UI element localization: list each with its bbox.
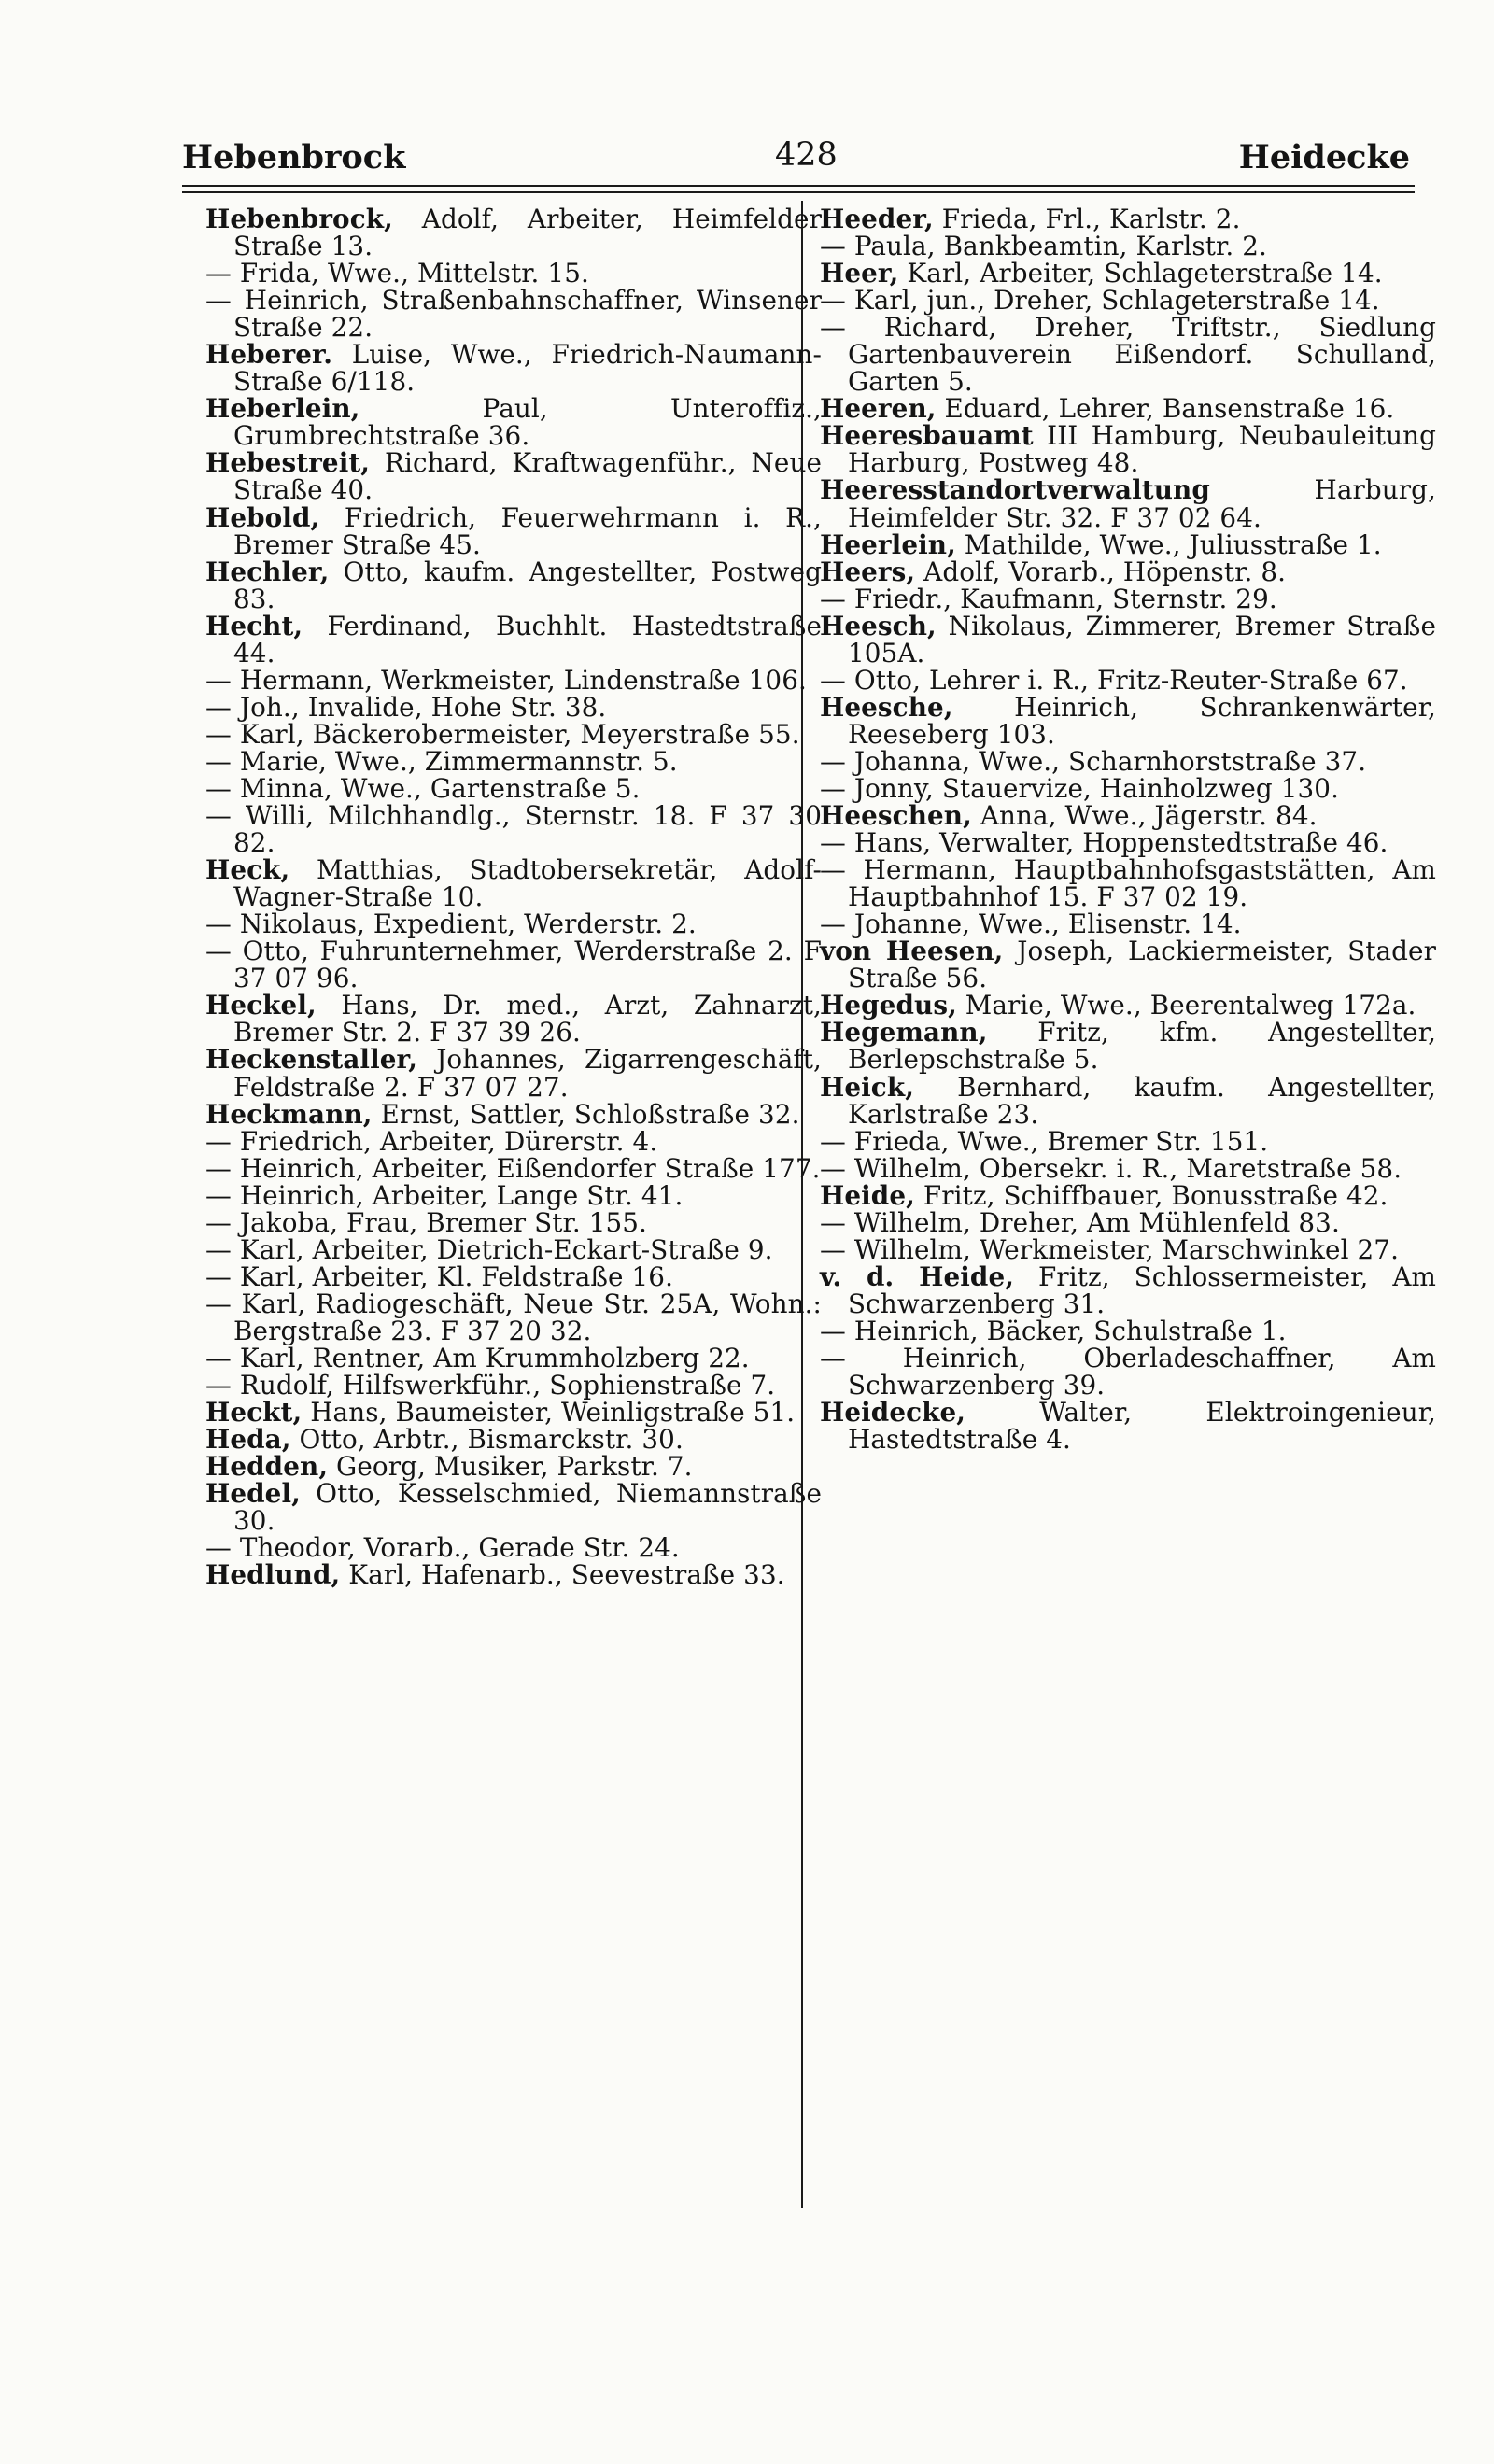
entry-surname: Heick, [820, 1071, 914, 1103]
entry-surname: von Heesen, [820, 936, 1004, 967]
entry-surname: Heeresstandortverwaltung [820, 474, 1210, 506]
entry-details: — Minna, Wwe., Gartenstraße 5. [205, 772, 641, 804]
entry-details: — Hans, Verwalter, Hoppenstedtstraße 46. [820, 827, 1388, 859]
directory-entry [820, 992, 1436, 1019]
entry-surname: Heeschen, [820, 800, 972, 832]
entry-details: — Otto, Fuhrunternehmer, Werderstraße 2. F 37 07 96. [205, 936, 822, 994]
directory-entry [820, 205, 1436, 232]
directory-entry [820, 800, 1436, 832]
header-double-rule [182, 185, 1415, 193]
entry-details: Walter, Elektroingenieur, Hastedtstraße 4. [848, 1397, 1436, 1456]
directory-entry [205, 691, 822, 723]
directory-entry [820, 908, 1436, 940]
entry-details: — Karl, Arbeiter, Kl. Feldstraße 16. [205, 1260, 674, 1292]
entry-details: — Johanna, Wwe., Scharnhorststraße 37. [820, 745, 1367, 777]
directory-entry [205, 1532, 822, 1564]
entry-details: Adolf, Vorarb., Höpenstr. 8. [915, 556, 1287, 587]
directory-entry [205, 1397, 822, 1429]
directory-entry [820, 691, 1436, 750]
entry-details: — Heinrich, Bäcker, Schulstraße 1. [820, 1315, 1287, 1346]
entry-details: Fritz, kfm. Angestellter, Berlepschstraße 5. [848, 1017, 1436, 1076]
entry-details: — Heinrich, Arbeiter, Lange Str. 41. [205, 1179, 684, 1211]
entry-details: Adolf, Arbeiter, Heimfelder Straße 13. [233, 204, 822, 262]
entry-details: Karl, Hafenarb., Seevestraße 33. [340, 1559, 785, 1591]
entry-surname: Hegedus, [820, 990, 957, 1021]
entry-details: — Karl, Bäckerobermeister, Meyerstraße 55. [205, 718, 800, 750]
directory-entry [820, 585, 1436, 612]
directory-entry [205, 718, 822, 750]
entry-details: — Friedrich, Arbeiter, Dürerstr. 4. [205, 1125, 658, 1157]
directory-entry [820, 745, 1436, 777]
entry-details: — Heinrich, Oberladeschaffner, Am Schwarzenberg 39. [820, 1342, 1436, 1401]
entry-details: Otto, kaufm. Angestellter, Postweg 83. [233, 556, 822, 614]
page-header [182, 131, 1410, 183]
directory-entry [820, 827, 1436, 859]
entry-details: — Karl, Radiogeschäft, Neue Str. 25A, Wohn.: Bergstraße 23. F 37 20 32. [205, 1288, 822, 1346]
entry-details: — Otto, Lehrer i. R., Fritz-Reuter-Straße 67. [820, 664, 1408, 696]
entry-details: Luise, Wwe., Friedrich-Naumann-Straße 6/118. [233, 339, 822, 398]
entry-surname: Heckmann, [205, 1098, 373, 1130]
directory-entry [820, 854, 1436, 913]
entry-details: Harburg, Heimfelder Str. 32. F 37 02 64. [848, 474, 1436, 533]
entry-surname: Hebestreit, [205, 447, 371, 479]
entry-details: — Johanne, Wwe., Elisenstr. 14. [820, 908, 1242, 940]
entry-details: Otto, Kesselschmied, Niemannstraße 30. [233, 1478, 822, 1537]
directory-entry [205, 1342, 822, 1373]
entry-details: Marie, Wwe., Beerentalweg 172a. [956, 990, 1416, 1021]
directory-entry [820, 312, 1436, 398]
directory-entry [205, 1125, 822, 1157]
directory-entry [205, 393, 822, 452]
directory-entry [205, 1044, 822, 1103]
entry-details: Bernhard, kaufm. Angestellter, Karlstraße 23. [848, 1071, 1436, 1130]
entry-surname: Heeresbauamt [820, 420, 1034, 452]
entry-details: — Wilhelm, Werkmeister, Marschwinkel 27. [820, 1233, 1400, 1265]
header-right-keyword: Heidecke [1238, 138, 1410, 176]
directory-entry [205, 1179, 822, 1211]
directory-entry [820, 1179, 1436, 1211]
directory-entry [205, 1152, 822, 1184]
directory-entry [205, 772, 822, 804]
entry-surname: Hebenbrock, [205, 204, 393, 234]
directory-entry [205, 1290, 822, 1345]
entry-details: — Karl, Arbeiter, Dietrich-Eckart-Straße 9. [205, 1233, 773, 1265]
directory-entry [205, 1206, 822, 1238]
directory-entry [205, 854, 822, 913]
entry-surname: Hedden, [205, 1451, 329, 1483]
entry-details: III Hamburg, Neubauleitung Harburg, Postweg 48. [848, 420, 1436, 479]
entry-details: Ferdinand, Buchhlt. Hastedtstraße 44. [233, 610, 822, 669]
directory-entry [205, 501, 822, 560]
entry-details: — Wilhelm, Dreher, Am Mühlenfeld 83. [820, 1206, 1340, 1238]
entry-details: — Jakoba, Frau, Bremer Str. 155. [205, 1206, 647, 1238]
entry-details: Karl, Arbeiter, Schlageterstraße 14. [898, 258, 1383, 289]
directory-entry [820, 1206, 1436, 1238]
directory-entry [820, 1071, 1436, 1130]
entry-surname: Heeren, [820, 393, 937, 425]
directory-entry [820, 285, 1436, 317]
directory-entry [205, 260, 822, 287]
directory-entry [205, 612, 822, 667]
directory-entry [205, 447, 822, 506]
directory-entry [205, 1260, 822, 1292]
entry-details: Mathilde, Wwe., Juliusstraße 1. [955, 528, 1382, 560]
directory-entry [205, 205, 822, 260]
entry-details: Matthias, Stadtobersekretär, Adolf-Wagner-Straße 10. [233, 854, 822, 913]
directory-entry [820, 1125, 1436, 1157]
entry-details: Anna, Wwe., Jägerstr. 84. [971, 800, 1318, 832]
entry-surname: Hechler, [205, 556, 330, 587]
entry-surname: Hecht, [205, 610, 303, 641]
entry-surname: Heckel, [205, 990, 317, 1021]
entry-details: Joseph, Lackiermeister, Stader Straße 56. [848, 936, 1436, 994]
directory-entry [820, 1152, 1436, 1184]
entry-details: — Hermann, Werkmeister, Lindenstraße 106. [205, 664, 807, 696]
directory-entry [205, 745, 822, 777]
directory-entry [205, 908, 822, 940]
directory-entry [205, 990, 822, 1049]
entry-details: — Karl, jun., Dreher, Schlageterstraße 14. [820, 285, 1380, 317]
directory-entry [820, 1017, 1436, 1076]
page-number: 428 [775, 136, 838, 174]
entry-details: Paul, Unteroffiz., Grumbrechtstraße 36. [233, 393, 822, 452]
entry-surname: Heesch, [820, 610, 937, 641]
entry-details: — Friedr., Kaufmann, Sternstr. 29. [820, 583, 1277, 614]
entry-details: — Theodor, Vorarb., Gerade Str. 24. [205, 1532, 680, 1564]
entry-details: Otto, Arbtr., Bismarckstr. 30. [290, 1424, 684, 1456]
entry-surname: Heckt, [205, 1397, 303, 1429]
directory-entry [205, 1559, 822, 1591]
directory-entry [820, 528, 1436, 560]
entry-details: — Frieda, Wwe., Bremer Str. 151. [820, 1125, 1269, 1157]
entry-surname: Heesche, [820, 691, 953, 723]
entry-details: — Heinrich, Straßenbahnschaffner, Winsener Straße 22. [205, 285, 822, 344]
directory-entry [205, 664, 822, 696]
entry-surname: Hedlund, [205, 1559, 341, 1591]
entry-surname: Hebold, [205, 501, 320, 533]
entry-surname: Heers, [820, 556, 916, 587]
directory-entry [820, 1397, 1436, 1456]
entry-details: Heinrich, Schrankenwärter, Reeseberg 103. [848, 691, 1436, 750]
entry-surname: Heeder, [820, 204, 934, 234]
directory-entry [820, 612, 1436, 667]
entry-details: Ernst, Sattler, Schloßstraße 32. [372, 1098, 800, 1130]
directory-entry [820, 474, 1436, 533]
entry-details: — Nikolaus, Expedient, Werderstr. 2. [205, 908, 697, 940]
directory-entry [820, 1260, 1436, 1319]
entry-details: Georg, Musiker, Parkstr. 7. [328, 1451, 693, 1483]
directory-entry [205, 339, 822, 398]
entry-details: — Jonny, Stauervize, Hainholzweg 130. [820, 772, 1340, 804]
entry-surname: Heberer. [205, 339, 332, 371]
directory-entry [205, 1233, 822, 1265]
entry-details: — Heinrich, Arbeiter, Eißendorfer Straße 177. [205, 1152, 821, 1184]
entry-details: — Wilhelm, Obersekr. i. R., Maretstraße 58. [820, 1152, 1402, 1184]
directory-entry [820, 232, 1436, 260]
directory-entry [205, 1098, 822, 1130]
entry-details: — Joh., Invalide, Hohe Str. 38. [205, 691, 607, 723]
entry-details: Hans, Dr. med., Arzt, Zahnarzt, Bremer Str. 2. F 37 39 26. [233, 990, 822, 1049]
entry-details: Friedrich, Feuerwehrmann i. R., Bremer Straße 45. [233, 501, 822, 560]
entry-surname: Heerlein, [820, 528, 956, 560]
directory-entry [205, 285, 822, 344]
entry-surname: Heck, [205, 854, 290, 886]
directory-entry [820, 1342, 1436, 1401]
entry-details: — Marie, Wwe., Zimmermannstr. 5. [205, 745, 678, 777]
entry-details: Fritz, Schlossermeister, Am Schwarzenberg 31. [848, 1260, 1436, 1319]
header-left-keyword: Hebenbrock [182, 138, 406, 176]
right-column [820, 204, 1436, 1456]
directory-entry [820, 664, 1436, 696]
directory-entry [820, 772, 1436, 804]
directory-entry [820, 393, 1436, 425]
entry-details: — Frida, Wwe., Mittelstr. 15. [205, 258, 589, 289]
directory-entry [820, 260, 1436, 287]
directory-entry [820, 420, 1436, 479]
directory-entry [820, 1317, 1436, 1345]
directory-entry [205, 937, 822, 992]
entry-details: Richard, Kraftwagenführ., Neue Straße 40. [233, 447, 822, 506]
entry-surname: Hedel, [205, 1478, 301, 1510]
entry-details: — Karl, Rentner, Am Krummholzberg 22. [205, 1342, 750, 1373]
entry-surname: Heda, [205, 1424, 291, 1456]
directory-entry [205, 558, 822, 612]
entry-surname: Heckenstaller, [205, 1044, 418, 1076]
entry-details: Hans, Baumeister, Weinligstraße 51. [302, 1397, 796, 1429]
directory-entry [820, 558, 1436, 585]
directory-entry [205, 1424, 822, 1456]
directory-entry [820, 1233, 1436, 1265]
directory-entry [820, 937, 1436, 992]
entry-surname: Heide, [820, 1179, 915, 1211]
entry-details: — Hermann, Hauptbahnhofsgaststätten, Am Hauptbahnhof 15. F 37 02 19. [820, 854, 1436, 913]
left-column [205, 204, 822, 1591]
entry-details: — Richard, Dreher, Triftstr., Siedlung Gartenbauverein Eißendorf. Schulland, Garten 5. [820, 312, 1436, 398]
entry-details: Eduard, Lehrer, Bansenstraße 16. [936, 393, 1395, 425]
entry-surname: v. d. Heide, [820, 1260, 1015, 1292]
directory-entry [205, 1478, 822, 1537]
entry-surname: Heidecke, [820, 1397, 966, 1429]
entry-surname: Heberlein, [205, 393, 360, 425]
entry-details: Fritz, Schiffbauer, Bonusstraße 42. [914, 1179, 1388, 1211]
entry-details: — Rudolf, Hilfswerkführ., Sophienstraße 7. [205, 1370, 776, 1401]
entry-surname: Hegemann, [820, 1017, 988, 1049]
directory-entry [205, 800, 822, 859]
entry-details: — Paula, Bankbeamtin, Karlstr. 2. [820, 231, 1267, 262]
entry-surname: Heer, [820, 258, 899, 289]
entry-details: Nikolaus, Zimmerer, Bremer Straße 105A. [848, 610, 1436, 669]
entry-details: Frieda, Frl., Karlstr. 2. [933, 204, 1241, 234]
entry-details: — Willi, Milchhandlg., Sternstr. 18. F 37 30 82. [205, 800, 822, 859]
entry-details: Johannes, Zigarrengeschäft, Feldstraße 2. F 37 07 27. [233, 1044, 822, 1103]
directory-entry [205, 1372, 822, 1399]
directory-entry [205, 1451, 822, 1483]
